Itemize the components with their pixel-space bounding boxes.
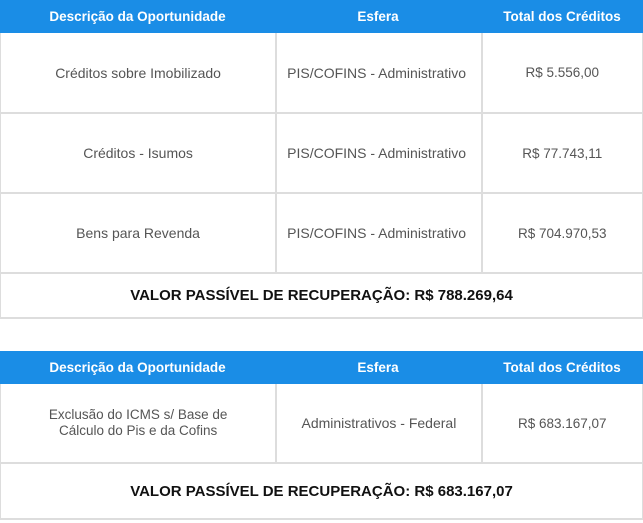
table-row [1,194,642,274]
header-total: Total dos Créditos [503,360,621,375]
cell-description: Créditos - Isumos [83,145,193,161]
table-header [0,351,643,384]
table-row [1,33,642,114]
table-row [1,384,642,464]
cell-total: R$ 77.743,11 [481,114,643,192]
cell-total: R$ 5.556,00 [481,33,643,112]
cell-description: Exclusão do ICMS s/ Base de Cálculo do Pis e da Cofins [48,407,228,438]
table-row [1,114,642,194]
cell-total: R$ 683.167,07 [481,384,642,462]
recovery-total: VALOR PASSÍVEL DE RECUPERAÇÃO: R$ 683.167,07 [0,464,643,520]
table-header [0,0,643,33]
header-description: Descrição da Oportunidade [49,9,226,24]
header-description: Descrição da Oportunidade [49,360,226,375]
recovery-total: VALOR PASSÍVEL DE RECUPERAÇÃO: R$ 788.269,64 [0,274,643,319]
cell-description: Créditos sobre Imobilizado [55,64,221,81]
header-sphere: Esfera [357,9,399,24]
cell-sphere: PIS/COFINS - Administrativo [275,194,480,272]
cell-sphere: PIS/COFINS - Administrativo [275,114,480,192]
table-body [0,33,643,274]
cell-total: R$ 704.970,53 [481,194,643,272]
cell-sphere: PIS/COFINS - Administrativo [275,33,480,112]
header-sphere: Esfera [357,360,399,375]
opportunities-table-icms [0,351,643,520]
header-total: Total dos Créditos [503,9,621,24]
table-body [0,384,643,464]
cell-description: Bens para Revenda [76,225,200,241]
cell-sphere: Administrativos - Federal [275,384,480,462]
